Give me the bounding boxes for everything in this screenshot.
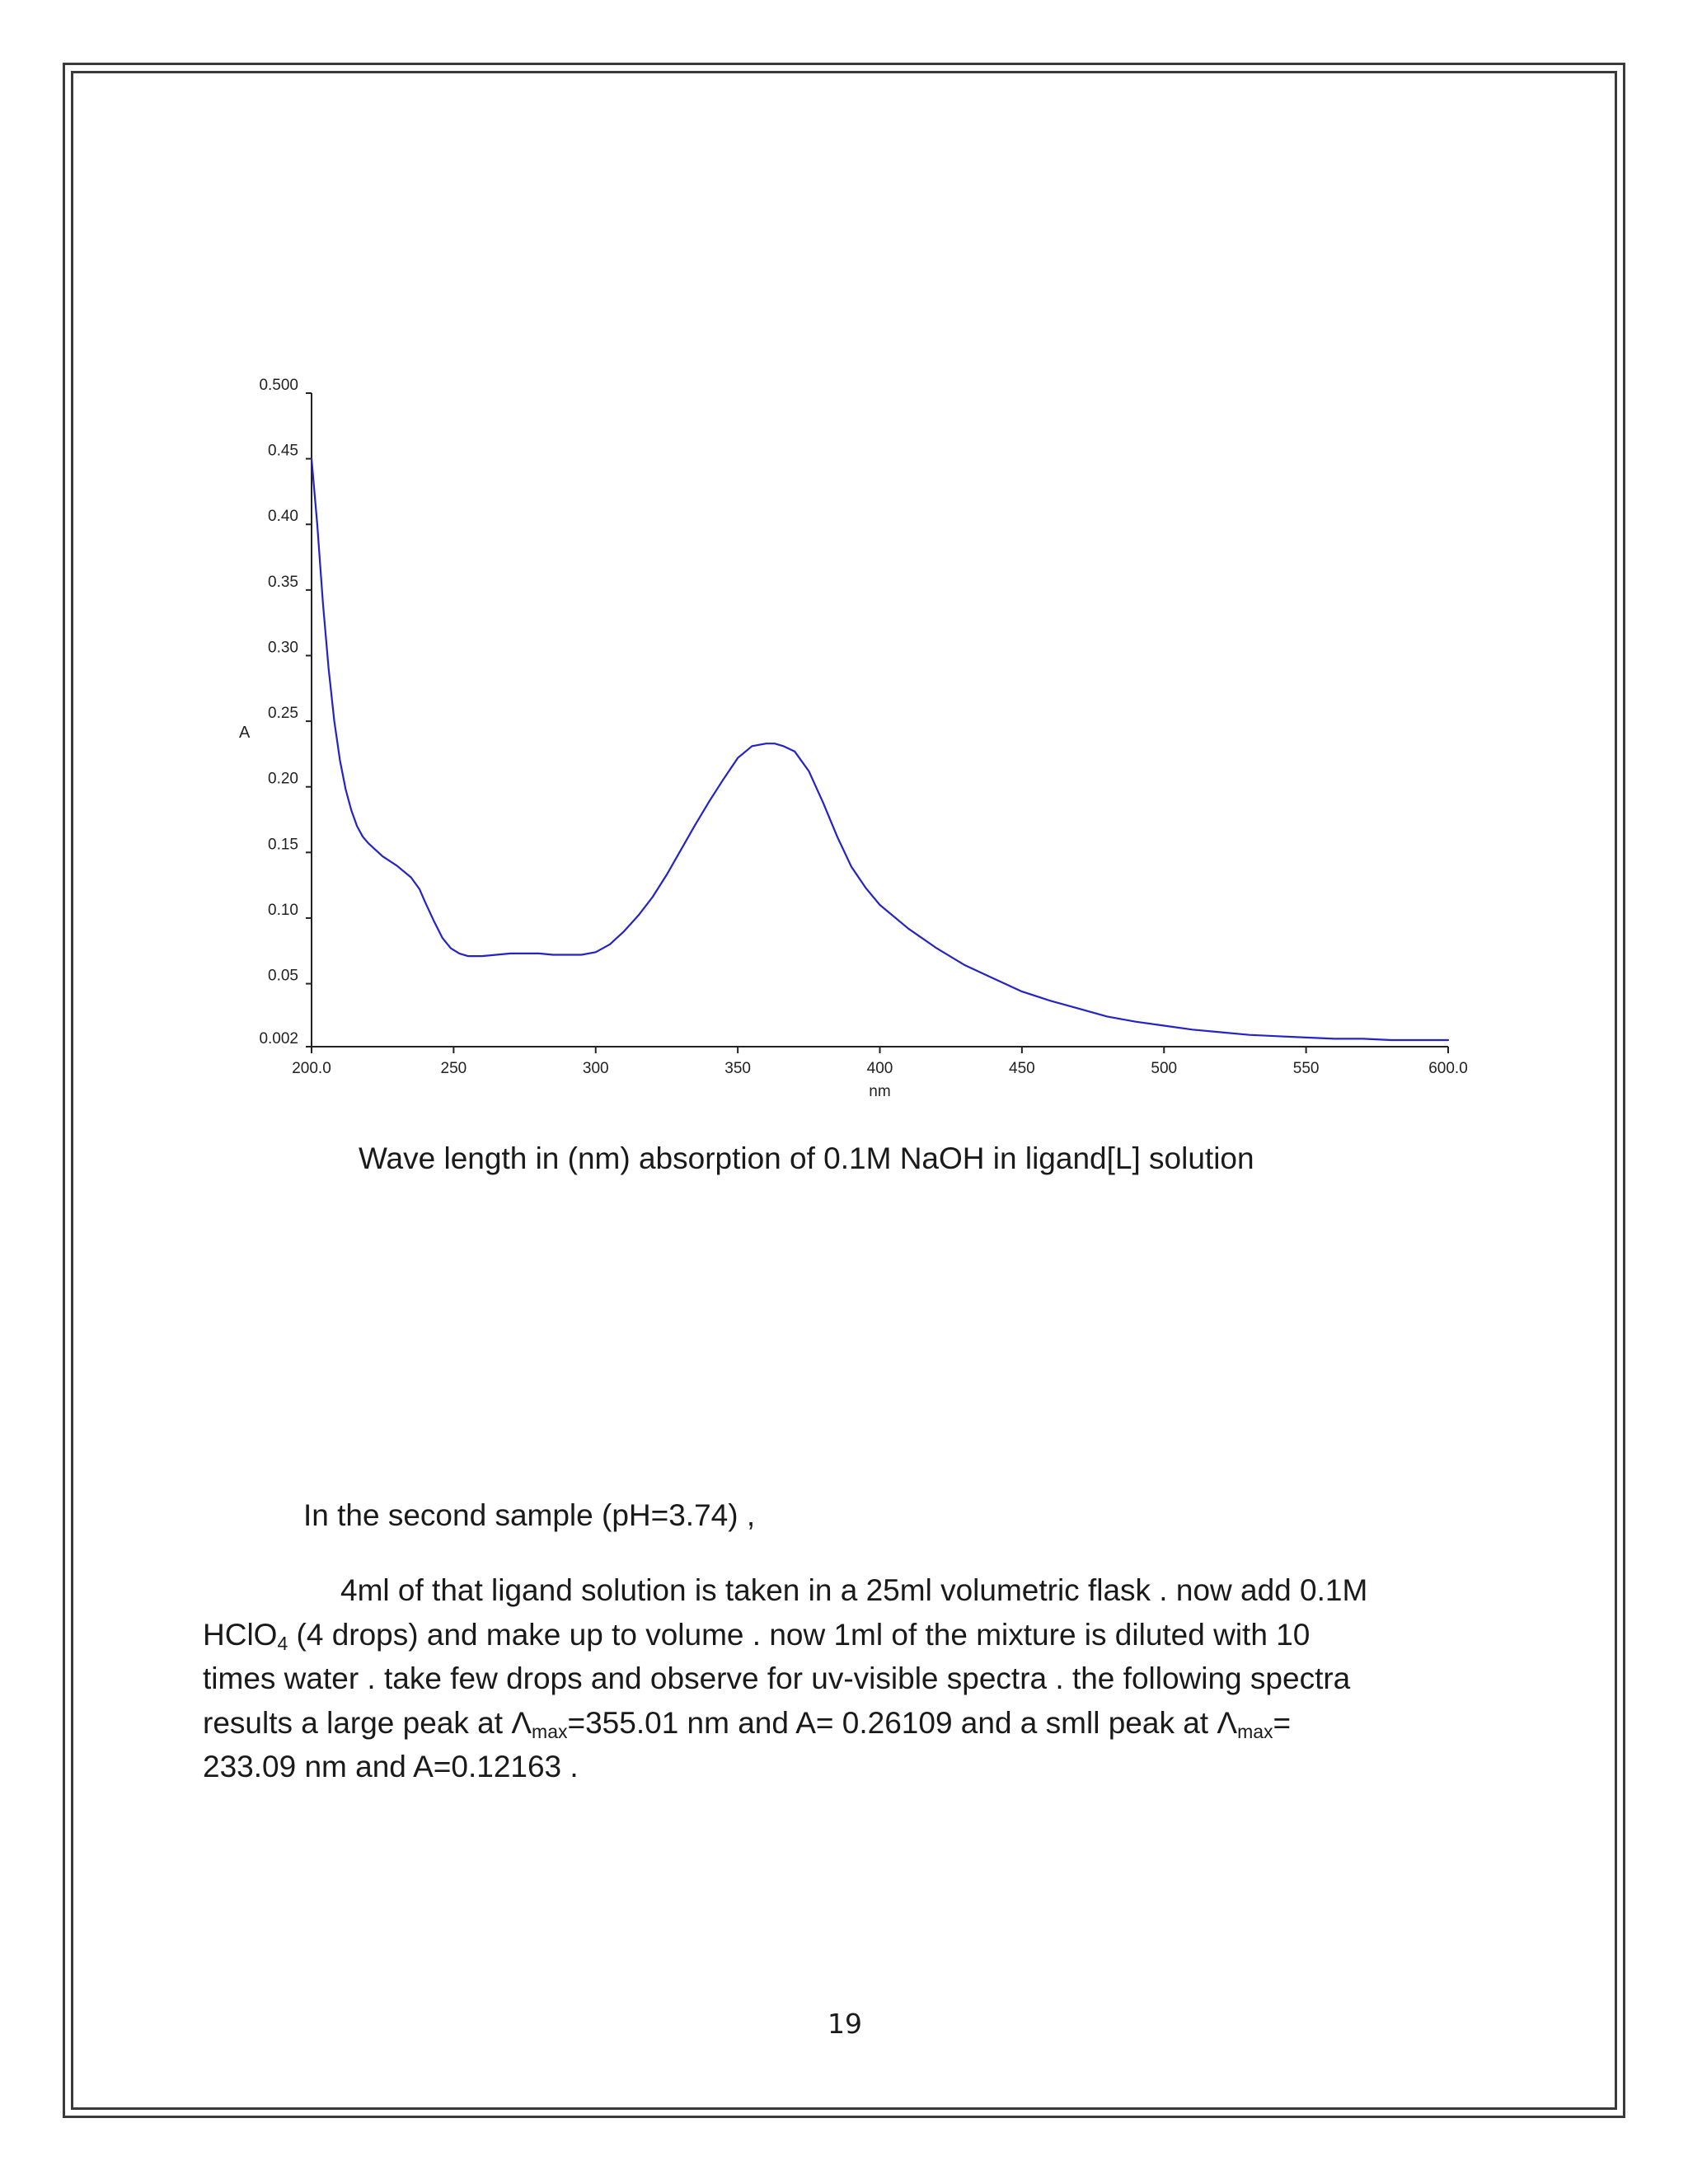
paragraph-lead: In the second sample (pH=3.74) , xyxy=(303,1498,756,1532)
chemical-formula: HClO xyxy=(203,1617,278,1652)
figure-caption: Wave length in (nm) absorption of 0.1M NaOH in ligand[L] solution xyxy=(359,1141,1254,1175)
y-axis-label: A xyxy=(239,724,251,743)
y-tick-label: 0.15 xyxy=(268,836,298,854)
x-tick-label: 400 xyxy=(866,1060,893,1077)
spectrum-line xyxy=(312,459,1448,1040)
body-paragraph xyxy=(203,1568,1489,1789)
uv-vis-spectrum-chart xyxy=(223,354,1484,1113)
subscript: max xyxy=(1237,1720,1273,1742)
paragraph-text: = xyxy=(1273,1705,1292,1740)
y-tick-label: 0.35 xyxy=(268,573,298,591)
x-tick-label: 500 xyxy=(1151,1060,1178,1077)
x-axis-ticks xyxy=(292,1047,1468,1077)
subscript: 4 xyxy=(277,1632,288,1654)
x-tick-label: 600.0 xyxy=(1428,1060,1468,1077)
paragraph-line xyxy=(203,1701,1489,1746)
y-tick-label: 0.45 xyxy=(268,442,298,460)
y-axis-ticks xyxy=(259,377,312,1047)
paragraph-line: 233.09 nm and A=0.12163 . xyxy=(203,1750,579,1783)
y-tick-label: 0.05 xyxy=(268,967,298,985)
x-tick-label: 450 xyxy=(1009,1060,1035,1077)
x-tick-label: 350 xyxy=(724,1060,751,1077)
paragraph-text: =355.01 nm and A= 0.26109 and a smll peak at Λ xyxy=(567,1705,1238,1740)
paragraph-line xyxy=(203,1613,1489,1657)
x-tick-label: 300 xyxy=(582,1060,609,1077)
x-axis-label: nm xyxy=(869,1083,891,1100)
y-tick-label: 0.40 xyxy=(268,508,298,526)
y-tick-label: 0.25 xyxy=(268,705,298,723)
paragraph-text: (4 drops) and make up to volume . now 1ml of the mixture is diluted with 10 xyxy=(288,1617,1311,1652)
paragraph-text: results a large peak at Λ xyxy=(203,1705,532,1740)
paragraph-line: 4ml of that ligand solution is taken in a 25ml volumetric flask . now add 0.1M xyxy=(340,1573,1368,1607)
page-number: 19 xyxy=(828,2008,862,2040)
x-tick-label: 200.0 xyxy=(292,1060,331,1077)
paragraph-line: times water . take few drops and observe for uv-visible spectra . the following spectra xyxy=(203,1661,1351,1695)
y-tick-label: 0.002 xyxy=(259,1030,298,1047)
x-tick-label: 250 xyxy=(440,1060,467,1077)
chart-axes xyxy=(312,393,1448,1047)
x-tick-label: 550 xyxy=(1292,1060,1320,1077)
y-tick-label: 0.20 xyxy=(268,770,298,788)
y-tick-label: 0.10 xyxy=(268,901,298,919)
y-tick-label: 0.30 xyxy=(268,639,298,657)
subscript: max xyxy=(532,1720,568,1742)
spectrum-series xyxy=(312,459,1448,1040)
y-tick-label: 0.500 xyxy=(259,377,298,394)
